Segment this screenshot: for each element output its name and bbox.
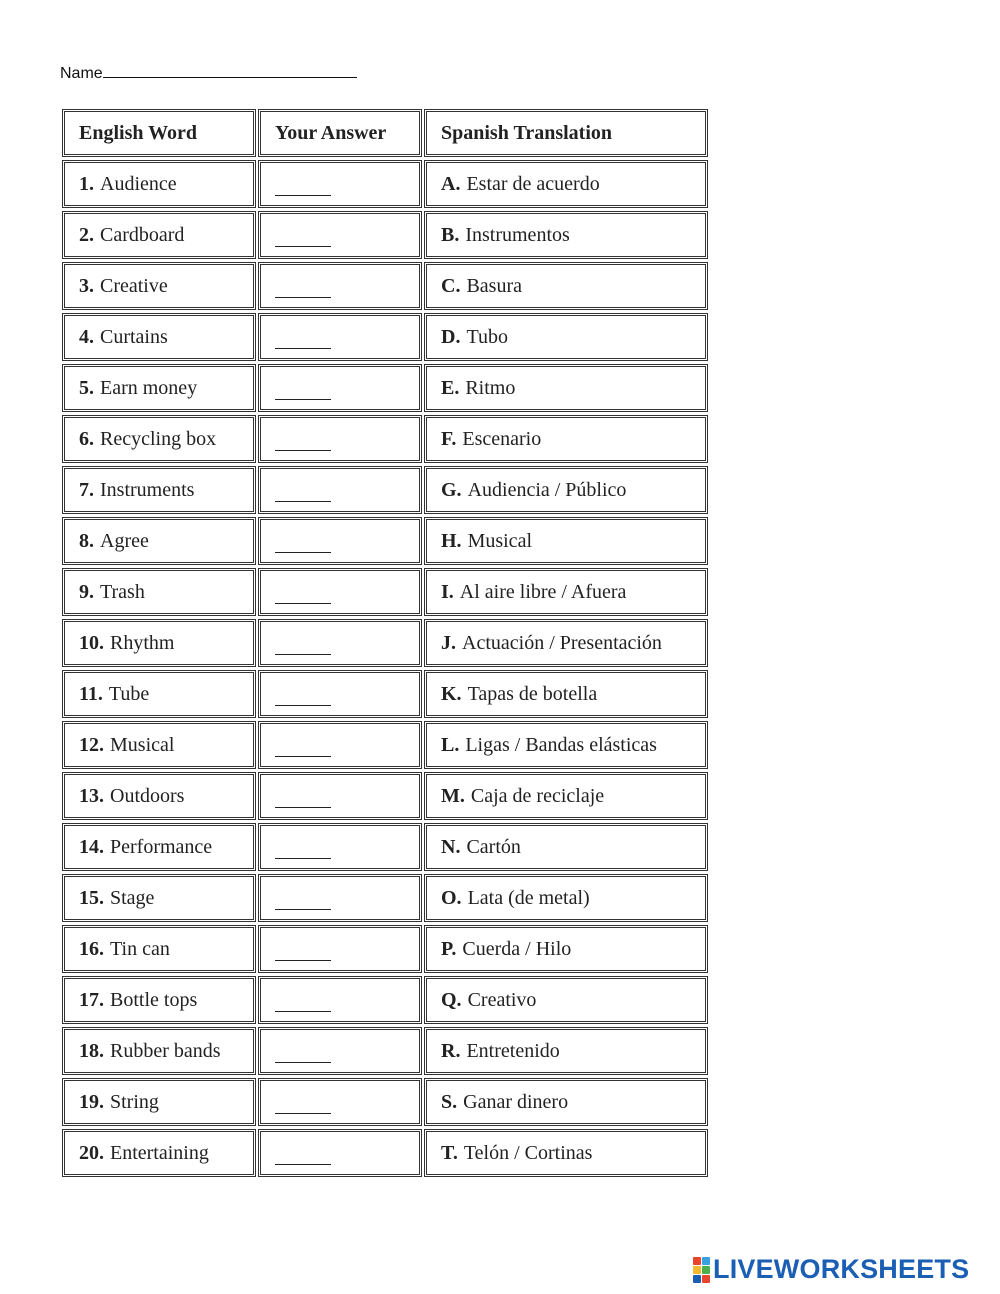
logo-tile — [702, 1257, 710, 1265]
option-letter: D. — [441, 325, 461, 348]
spanish-translation: Estar de acuerdo — [466, 172, 600, 195]
spanish-translation: Musical — [467, 529, 532, 552]
answer-blank[interactable] — [275, 640, 331, 655]
spanish-translation-cell — [424, 364, 708, 412]
english-word: Tin can — [110, 937, 170, 960]
item-number: 6. — [79, 427, 94, 450]
option-letter: C. — [441, 274, 461, 297]
column-header-english: English Word — [62, 109, 256, 157]
answer-cell[interactable] — [258, 313, 422, 361]
spanish-translation: Ligas / Bandas elásticas — [465, 733, 657, 756]
item-number: 20. — [79, 1141, 104, 1164]
spanish-translation-cell — [424, 874, 708, 922]
option-letter: P. — [441, 937, 457, 960]
english-word: Rhythm — [110, 631, 175, 654]
english-word: Entertaining — [110, 1141, 209, 1164]
english-word-cell — [62, 721, 256, 769]
item-number: 5. — [79, 376, 94, 399]
spanish-translation: Telón / Cortinas — [463, 1141, 593, 1164]
item-number: 12. — [79, 733, 104, 756]
option-letter: Q. — [441, 988, 462, 1011]
spanish-translation-cell — [424, 721, 708, 769]
brand-name: LIVEWORKSHEETS — [713, 1254, 970, 1284]
spanish-translation: Ganar dinero — [463, 1090, 569, 1113]
english-word-cell — [62, 517, 256, 565]
answer-blank[interactable] — [275, 793, 331, 808]
answer-cell[interactable] — [258, 517, 422, 565]
answer-blank[interactable] — [275, 742, 331, 757]
spanish-translation: Actuación / Presentación — [462, 631, 662, 654]
answer-blank[interactable] — [275, 283, 331, 298]
english-word-cell — [62, 1027, 256, 1075]
option-letter: H. — [441, 529, 462, 552]
answer-blank[interactable] — [275, 946, 331, 961]
option-letter: J. — [441, 631, 456, 654]
answer-blank[interactable] — [275, 997, 331, 1012]
answer-blank[interactable] — [275, 1099, 331, 1114]
english-word-cell — [62, 466, 256, 514]
name-blank-line[interactable] — [103, 62, 357, 78]
spanish-translation: Escenario — [462, 427, 542, 450]
spanish-translation-cell — [424, 415, 708, 463]
english-word-cell — [62, 364, 256, 412]
english-word: Performance — [110, 835, 213, 858]
answer-cell[interactable] — [258, 1027, 422, 1075]
spanish-translation-cell — [424, 1027, 708, 1075]
answer-cell[interactable] — [258, 772, 422, 820]
spanish-translation: Lata (de metal) — [467, 886, 590, 909]
spanish-translation-cell — [424, 772, 708, 820]
answer-blank[interactable] — [275, 436, 331, 451]
english-word-cell — [62, 1078, 256, 1126]
answer-blank[interactable] — [275, 1048, 331, 1063]
spanish-translation: Cartón — [466, 835, 521, 858]
item-number: 1. — [79, 172, 94, 195]
spanish-translation: Al aire libre / Afuera — [459, 580, 627, 603]
item-number: 11. — [79, 682, 103, 705]
answer-cell[interactable] — [258, 1078, 422, 1126]
option-letter: F. — [441, 427, 457, 450]
answer-blank[interactable] — [275, 487, 331, 502]
english-word-cell — [62, 313, 256, 361]
spanish-translation-cell — [424, 211, 708, 259]
answer-cell[interactable] — [258, 721, 422, 769]
option-letter: E. — [441, 376, 460, 399]
name-label: Name — [60, 65, 103, 82]
option-letter: A. — [441, 172, 461, 195]
english-word-cell — [62, 976, 256, 1024]
spanish-translation-cell — [424, 823, 708, 871]
answer-cell[interactable] — [258, 823, 422, 871]
english-word-cell — [62, 925, 256, 973]
spanish-translation-cell — [424, 568, 708, 616]
option-letter: B. — [441, 223, 460, 246]
english-word-cell — [62, 619, 256, 667]
answer-blank[interactable] — [275, 538, 331, 553]
item-number: 3. — [79, 274, 94, 297]
spanish-translation-cell — [424, 466, 708, 514]
spanish-translation-cell — [424, 313, 708, 361]
spanish-translation-cell — [424, 517, 708, 565]
answer-cell[interactable] — [258, 160, 422, 208]
english-word: Recycling box — [100, 427, 217, 450]
answer-blank[interactable] — [275, 181, 331, 196]
option-letter: K. — [441, 682, 462, 705]
liveworksheets-logo — [693, 1254, 969, 1285]
answer-cell[interactable] — [258, 874, 422, 922]
item-number: 14. — [79, 835, 104, 858]
item-number: 19. — [79, 1090, 104, 1113]
english-word-cell — [62, 160, 256, 208]
spanish-translation-cell — [424, 262, 708, 310]
english-word: String — [110, 1090, 159, 1113]
option-letter: O. — [441, 886, 462, 909]
answer-blank[interactable] — [275, 334, 331, 349]
spanish-translation-cell — [424, 976, 708, 1024]
spanish-translation-cell — [424, 160, 708, 208]
logo-tile — [702, 1266, 710, 1274]
answer-cell[interactable] — [258, 364, 422, 412]
english-word: Audience — [100, 172, 177, 195]
english-word: Tube — [108, 682, 150, 705]
item-number: 2. — [79, 223, 94, 246]
vocabulary-table — [62, 109, 708, 1177]
option-letter: S. — [441, 1090, 458, 1113]
answer-blank[interactable] — [275, 691, 331, 706]
liveworksheets-logo-icon — [693, 1257, 710, 1283]
answer-cell[interactable] — [258, 568, 422, 616]
option-letter: N. — [441, 835, 461, 858]
option-letter: R. — [441, 1039, 461, 1062]
answer-blank[interactable] — [275, 1150, 331, 1165]
spanish-translation: Caja de reciclaje — [470, 784, 605, 807]
spanish-translation: Ritmo — [465, 376, 516, 399]
english-word-cell — [62, 568, 256, 616]
english-word-cell — [62, 211, 256, 259]
english-word: Earn money — [100, 376, 198, 399]
spanish-translation: Entretenido — [466, 1039, 560, 1062]
logo-tile — [693, 1266, 701, 1274]
spanish-translation: Audiencia / Público — [467, 478, 627, 501]
spanish-translation: Tapas de botella — [467, 682, 598, 705]
column-header-answer: Your Answer — [258, 109, 422, 157]
english-word: Agree — [100, 529, 149, 552]
spanish-translation: Cuerda / Hilo — [462, 937, 572, 960]
spanish-translation-cell — [424, 1078, 708, 1126]
option-letter: T. — [441, 1141, 458, 1164]
item-number: 15. — [79, 886, 104, 909]
english-word: Creative — [100, 274, 168, 297]
column-header-spanish: Spanish Translation — [424, 109, 708, 157]
spanish-translation: Instrumentos — [465, 223, 570, 246]
option-letter: M. — [441, 784, 465, 807]
english-word: Trash — [100, 580, 145, 603]
answer-blank[interactable] — [275, 232, 331, 247]
answer-blank[interactable] — [275, 385, 331, 400]
spanish-translation-cell — [424, 619, 708, 667]
name-field[interactable] — [60, 62, 357, 83]
answer-cell[interactable] — [258, 925, 422, 973]
item-number: 9. — [79, 580, 94, 603]
english-word-cell — [62, 874, 256, 922]
answer-cell[interactable] — [258, 619, 422, 667]
item-number: 13. — [79, 784, 104, 807]
answer-cell[interactable] — [258, 415, 422, 463]
english-word-cell — [62, 823, 256, 871]
english-word: Rubber bands — [110, 1039, 221, 1062]
spanish-translation: Creativo — [467, 988, 537, 1011]
answer-cell[interactable] — [258, 976, 422, 1024]
answer-cell[interactable] — [258, 1129, 422, 1177]
spanish-translation: Tubo — [466, 325, 508, 348]
item-number: 18. — [79, 1039, 104, 1062]
item-number: 16. — [79, 937, 104, 960]
spanish-translation-cell — [424, 1129, 708, 1177]
spanish-translation-cell — [424, 925, 708, 973]
option-letter: L. — [441, 733, 460, 756]
english-word: Bottle tops — [110, 988, 198, 1011]
item-number: 17. — [79, 988, 104, 1011]
option-letter: I. — [441, 580, 454, 603]
item-number: 7. — [79, 478, 94, 501]
logo-tile — [693, 1257, 701, 1265]
english-word-cell — [62, 262, 256, 310]
english-word: Instruments — [100, 478, 195, 501]
english-word: Musical — [110, 733, 175, 756]
english-word: Cardboard — [100, 223, 185, 246]
item-number: 8. — [79, 529, 94, 552]
english-word-cell — [62, 415, 256, 463]
answer-blank[interactable] — [275, 844, 331, 859]
english-word-cell — [62, 1129, 256, 1177]
logo-tile — [702, 1275, 710, 1283]
answer-blank[interactable] — [275, 589, 331, 604]
item-number: 4. — [79, 325, 94, 348]
logo-tile — [693, 1275, 701, 1283]
item-number: 10. — [79, 631, 104, 654]
english-word-cell — [62, 670, 256, 718]
english-word: Outdoors — [110, 784, 185, 807]
answer-cell[interactable] — [258, 262, 422, 310]
answer-blank[interactable] — [275, 895, 331, 910]
english-word: Stage — [110, 886, 155, 909]
english-word-cell — [62, 772, 256, 820]
answer-cell[interactable] — [258, 670, 422, 718]
english-word: Curtains — [100, 325, 168, 348]
option-letter: G. — [441, 478, 462, 501]
answer-cell[interactable] — [258, 466, 422, 514]
spanish-translation-cell — [424, 670, 708, 718]
answer-cell[interactable] — [258, 211, 422, 259]
spanish-translation: Basura — [466, 274, 522, 297]
